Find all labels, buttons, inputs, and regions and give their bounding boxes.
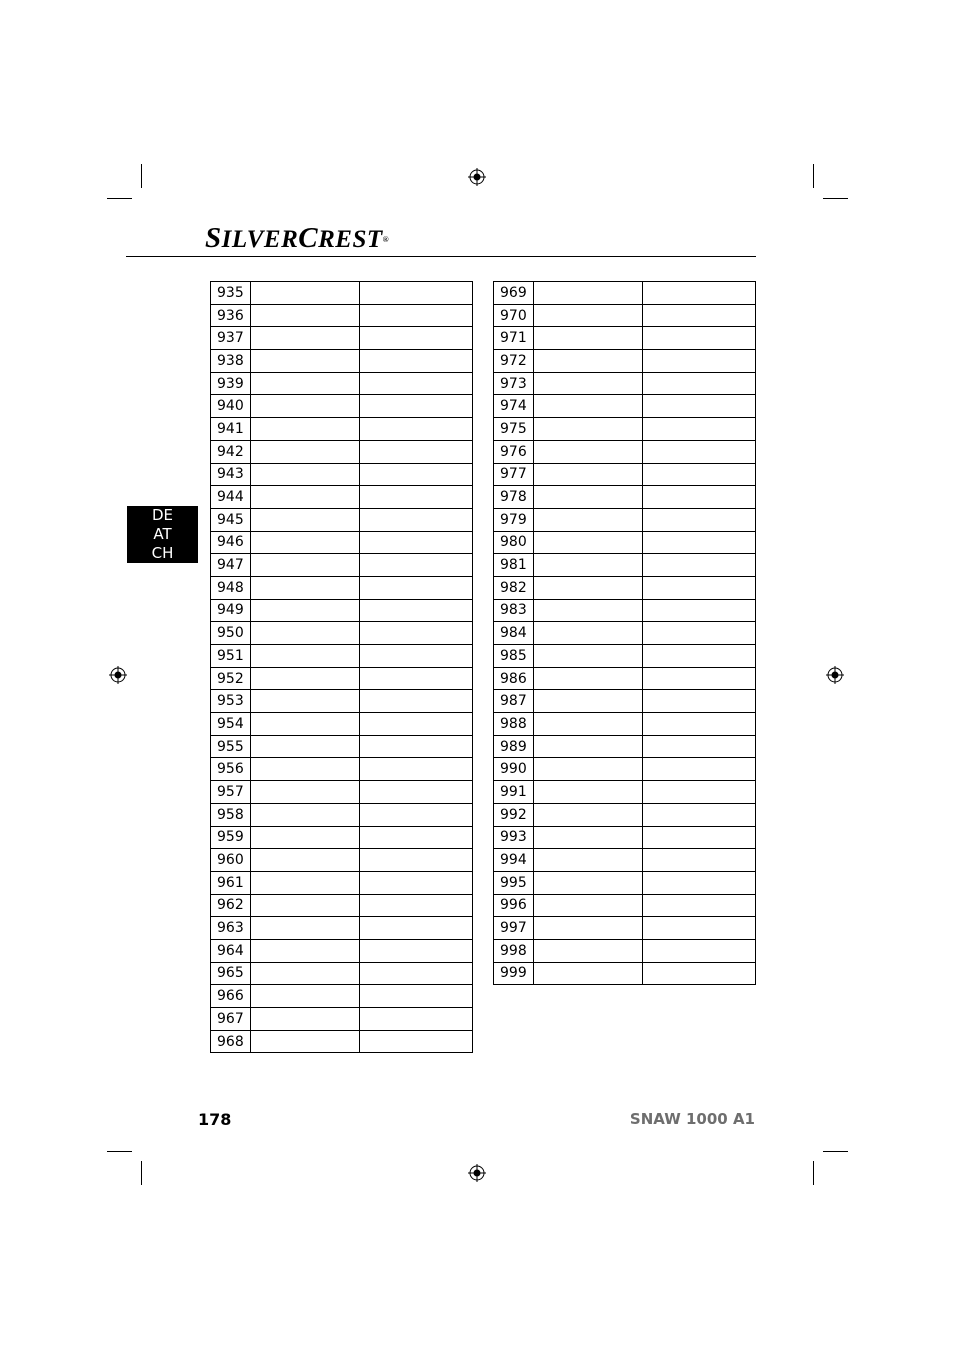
table-row <box>211 350 473 373</box>
table-row <box>211 622 473 645</box>
row-number: 958 <box>211 803 251 826</box>
row-number: 995 <box>494 871 534 894</box>
empty-cell <box>360 713 473 736</box>
table-row <box>494 395 756 418</box>
row-number: 945 <box>211 508 251 531</box>
empty-cell <box>643 508 756 531</box>
empty-cell <box>251 327 360 350</box>
empty-cell <box>251 826 360 849</box>
empty-cell <box>360 962 473 985</box>
table-row <box>494 803 756 826</box>
table-row <box>494 372 756 395</box>
empty-cell <box>643 758 756 781</box>
empty-cell <box>534 781 643 804</box>
empty-cell <box>360 622 473 645</box>
empty-cell <box>360 304 473 327</box>
table-row <box>494 576 756 599</box>
table-row <box>494 645 756 668</box>
empty-cell <box>643 395 756 418</box>
empty-cell <box>643 576 756 599</box>
row-number: 992 <box>494 803 534 826</box>
empty-cell <box>643 350 756 373</box>
empty-cell <box>251 871 360 894</box>
row-number: 980 <box>494 531 534 554</box>
row-number: 957 <box>211 781 251 804</box>
table-row <box>494 849 756 872</box>
row-number: 963 <box>211 917 251 940</box>
row-number: 950 <box>211 622 251 645</box>
row-number: 985 <box>494 645 534 668</box>
table-row <box>211 894 473 917</box>
empty-cell <box>534 463 643 486</box>
empty-cell <box>360 554 473 577</box>
row-number: 977 <box>494 463 534 486</box>
empty-cell <box>534 690 643 713</box>
empty-cell <box>251 985 360 1008</box>
row-number: 948 <box>211 576 251 599</box>
empty-cell <box>251 667 360 690</box>
empty-cell <box>251 576 360 599</box>
empty-cell <box>534 849 643 872</box>
table-row <box>211 871 473 894</box>
empty-cell <box>643 803 756 826</box>
empty-cell <box>534 645 643 668</box>
empty-cell <box>251 508 360 531</box>
table-row <box>211 440 473 463</box>
table-row <box>211 554 473 577</box>
table-row <box>494 735 756 758</box>
page-number: 178 <box>198 1110 232 1129</box>
empty-cell <box>251 372 360 395</box>
table-row <box>494 508 756 531</box>
table-row <box>211 985 473 1008</box>
crop-mark <box>141 1161 142 1185</box>
empty-cell <box>360 735 473 758</box>
row-number: 936 <box>211 304 251 327</box>
empty-cell <box>643 463 756 486</box>
empty-cell <box>534 667 643 690</box>
table-row <box>211 735 473 758</box>
row-number: 962 <box>211 894 251 917</box>
empty-cell <box>251 531 360 554</box>
row-number: 947 <box>211 554 251 577</box>
empty-cell <box>534 826 643 849</box>
table-row <box>211 645 473 668</box>
table-row <box>494 690 756 713</box>
empty-cell <box>534 758 643 781</box>
empty-cell <box>534 622 643 645</box>
empty-cell <box>251 781 360 804</box>
row-number: 996 <box>494 894 534 917</box>
empty-cell <box>251 599 360 622</box>
table-row <box>494 327 756 350</box>
brand-logo: SILVERCREST® <box>205 222 390 254</box>
empty-cell <box>360 1030 473 1053</box>
table-row <box>211 939 473 962</box>
table-row <box>211 781 473 804</box>
crop-mark <box>813 164 814 188</box>
table-row <box>211 282 473 305</box>
empty-cell <box>251 304 360 327</box>
empty-cell <box>251 282 360 305</box>
table-row <box>494 440 756 463</box>
table-row <box>211 327 473 350</box>
empty-cell <box>360 440 473 463</box>
empty-cell <box>534 962 643 985</box>
row-number: 939 <box>211 372 251 395</box>
row-number: 953 <box>211 690 251 713</box>
empty-cell <box>360 939 473 962</box>
table-row <box>211 826 473 849</box>
empty-cell <box>643 894 756 917</box>
table-row <box>494 418 756 441</box>
table-row <box>494 463 756 486</box>
row-number: 946 <box>211 531 251 554</box>
id-table-right <box>493 281 756 985</box>
empty-cell <box>643 282 756 305</box>
row-number: 956 <box>211 758 251 781</box>
row-number: 949 <box>211 599 251 622</box>
empty-cell <box>360 985 473 1008</box>
empty-cell <box>643 917 756 940</box>
crop-mark <box>813 1161 814 1185</box>
registration-mark-icon <box>468 168 486 186</box>
empty-cell <box>643 599 756 622</box>
row-number: 955 <box>211 735 251 758</box>
row-number: 997 <box>494 917 534 940</box>
empty-cell <box>251 690 360 713</box>
table-row <box>211 667 473 690</box>
empty-cell <box>251 1008 360 1031</box>
row-number: 970 <box>494 304 534 327</box>
row-number: 990 <box>494 758 534 781</box>
empty-cell <box>534 327 643 350</box>
empty-cell <box>360 599 473 622</box>
row-number: 972 <box>494 350 534 373</box>
empty-cell <box>360 894 473 917</box>
language-code: CH <box>151 544 174 562</box>
row-number: 944 <box>211 486 251 509</box>
row-number: 984 <box>494 622 534 645</box>
row-number: 969 <box>494 282 534 305</box>
row-number: 982 <box>494 576 534 599</box>
row-number: 988 <box>494 713 534 736</box>
row-number: 971 <box>494 327 534 350</box>
empty-cell <box>534 508 643 531</box>
empty-cell <box>643 486 756 509</box>
row-number: 998 <box>494 939 534 962</box>
crop-mark <box>823 1151 848 1152</box>
table-row <box>211 758 473 781</box>
row-number: 942 <box>211 440 251 463</box>
registration-mark-icon <box>468 1164 486 1182</box>
table-row <box>494 758 756 781</box>
empty-cell <box>534 939 643 962</box>
table-row <box>211 1030 473 1053</box>
empty-cell <box>534 282 643 305</box>
row-number: 991 <box>494 781 534 804</box>
row-number: 981 <box>494 554 534 577</box>
row-number: 952 <box>211 667 251 690</box>
row-number: 989 <box>494 735 534 758</box>
id-table-left <box>210 281 473 1053</box>
empty-cell <box>251 803 360 826</box>
empty-cell <box>360 917 473 940</box>
table-row <box>494 350 756 373</box>
row-number: 978 <box>494 486 534 509</box>
empty-cell <box>251 645 360 668</box>
row-number: 975 <box>494 418 534 441</box>
row-number: 940 <box>211 395 251 418</box>
empty-cell <box>360 418 473 441</box>
empty-cell <box>643 690 756 713</box>
empty-cell <box>534 735 643 758</box>
empty-cell <box>251 939 360 962</box>
row-number: 965 <box>211 962 251 985</box>
table-row <box>211 372 473 395</box>
empty-cell <box>643 939 756 962</box>
empty-cell <box>360 667 473 690</box>
empty-cell <box>360 645 473 668</box>
empty-cell <box>643 667 756 690</box>
table-row <box>211 508 473 531</box>
empty-cell <box>360 1008 473 1031</box>
table-row <box>211 599 473 622</box>
table-row <box>211 463 473 486</box>
empty-cell <box>534 350 643 373</box>
row-number: 954 <box>211 713 251 736</box>
empty-cell <box>643 781 756 804</box>
empty-cell <box>643 871 756 894</box>
empty-cell <box>360 576 473 599</box>
registration-mark-icon <box>826 666 844 684</box>
table-row <box>211 531 473 554</box>
empty-cell <box>534 917 643 940</box>
row-number: 961 <box>211 871 251 894</box>
language-code: AT <box>153 525 172 543</box>
empty-cell <box>251 486 360 509</box>
empty-cell <box>360 508 473 531</box>
crop-mark <box>107 1151 132 1152</box>
empty-cell <box>251 1030 360 1053</box>
row-number: 967 <box>211 1008 251 1031</box>
empty-cell <box>360 803 473 826</box>
table-row <box>494 894 756 917</box>
table-row <box>494 917 756 940</box>
empty-cell <box>251 350 360 373</box>
row-number: 974 <box>494 395 534 418</box>
empty-cell <box>534 803 643 826</box>
row-number: 973 <box>494 372 534 395</box>
empty-cell <box>534 395 643 418</box>
table-row <box>211 395 473 418</box>
row-number: 979 <box>494 508 534 531</box>
row-number: 951 <box>211 645 251 668</box>
table-row <box>211 486 473 509</box>
empty-cell <box>251 758 360 781</box>
empty-cell <box>534 486 643 509</box>
empty-cell <box>534 440 643 463</box>
table-row <box>494 713 756 736</box>
empty-cell <box>360 531 473 554</box>
table-row <box>211 1008 473 1031</box>
empty-cell <box>251 418 360 441</box>
header-divider <box>126 256 756 257</box>
row-number: 983 <box>494 599 534 622</box>
empty-cell <box>360 282 473 305</box>
table-row <box>494 781 756 804</box>
table-row <box>211 803 473 826</box>
table-row <box>494 599 756 622</box>
table-row <box>494 826 756 849</box>
empty-cell <box>251 849 360 872</box>
empty-cell <box>643 962 756 985</box>
table-row <box>211 690 473 713</box>
table-row <box>211 849 473 872</box>
row-number: 994 <box>494 849 534 872</box>
crop-mark <box>823 198 848 199</box>
empty-cell <box>251 735 360 758</box>
table-row <box>494 939 756 962</box>
language-tab <box>127 506 198 563</box>
table-row <box>494 554 756 577</box>
empty-cell <box>251 894 360 917</box>
empty-cell <box>643 826 756 849</box>
empty-cell <box>360 372 473 395</box>
model-name: SNAW 1000 A1 <box>629 1110 755 1128</box>
empty-cell <box>251 622 360 645</box>
empty-cell <box>251 395 360 418</box>
crop-mark <box>107 198 132 199</box>
empty-cell <box>251 554 360 577</box>
empty-cell <box>643 554 756 577</box>
row-number: 968 <box>211 1030 251 1053</box>
empty-cell <box>360 781 473 804</box>
empty-cell <box>251 962 360 985</box>
empty-cell <box>534 554 643 577</box>
empty-cell <box>534 418 643 441</box>
row-number: 966 <box>211 985 251 1008</box>
empty-cell <box>360 395 473 418</box>
row-number: 938 <box>211 350 251 373</box>
row-number: 943 <box>211 463 251 486</box>
empty-cell <box>251 713 360 736</box>
table-row <box>211 576 473 599</box>
table-row <box>211 304 473 327</box>
empty-cell <box>360 486 473 509</box>
empty-cell <box>360 350 473 373</box>
table-row <box>494 486 756 509</box>
empty-cell <box>643 440 756 463</box>
empty-cell <box>360 849 473 872</box>
language-code: DE <box>151 506 174 524</box>
empty-cell <box>251 440 360 463</box>
empty-cell <box>360 463 473 486</box>
row-number: 987 <box>494 690 534 713</box>
empty-cell <box>534 599 643 622</box>
empty-cell <box>534 372 643 395</box>
empty-cell <box>251 917 360 940</box>
table-row <box>494 667 756 690</box>
table-row <box>494 871 756 894</box>
empty-cell <box>643 372 756 395</box>
table-row <box>211 962 473 985</box>
table-row <box>494 531 756 554</box>
empty-cell <box>643 327 756 350</box>
empty-cell <box>360 327 473 350</box>
empty-cell <box>534 871 643 894</box>
table-row <box>494 962 756 985</box>
empty-cell <box>643 622 756 645</box>
empty-cell <box>251 463 360 486</box>
empty-cell <box>643 849 756 872</box>
empty-cell <box>643 645 756 668</box>
table-row <box>211 713 473 736</box>
row-number: 964 <box>211 939 251 962</box>
row-number: 960 <box>211 849 251 872</box>
table-row <box>494 622 756 645</box>
empty-cell <box>643 304 756 327</box>
empty-cell <box>534 894 643 917</box>
row-number: 935 <box>211 282 251 305</box>
empty-cell <box>534 531 643 554</box>
empty-cell <box>360 871 473 894</box>
table-row <box>211 917 473 940</box>
row-number: 937 <box>211 327 251 350</box>
table-row <box>211 418 473 441</box>
row-number: 959 <box>211 826 251 849</box>
empty-cell <box>643 735 756 758</box>
row-number: 941 <box>211 418 251 441</box>
row-number: 999 <box>494 962 534 985</box>
crop-mark <box>141 164 142 188</box>
empty-cell <box>643 418 756 441</box>
empty-cell <box>643 713 756 736</box>
table-row <box>494 282 756 305</box>
empty-cell <box>360 758 473 781</box>
empty-cell <box>534 713 643 736</box>
registration-mark-icon <box>109 666 127 684</box>
row-number: 986 <box>494 667 534 690</box>
empty-cell <box>360 690 473 713</box>
row-number: 993 <box>494 826 534 849</box>
row-number: 976 <box>494 440 534 463</box>
empty-cell <box>534 304 643 327</box>
empty-cell <box>534 576 643 599</box>
table-row <box>494 304 756 327</box>
empty-cell <box>643 531 756 554</box>
empty-cell <box>360 826 473 849</box>
